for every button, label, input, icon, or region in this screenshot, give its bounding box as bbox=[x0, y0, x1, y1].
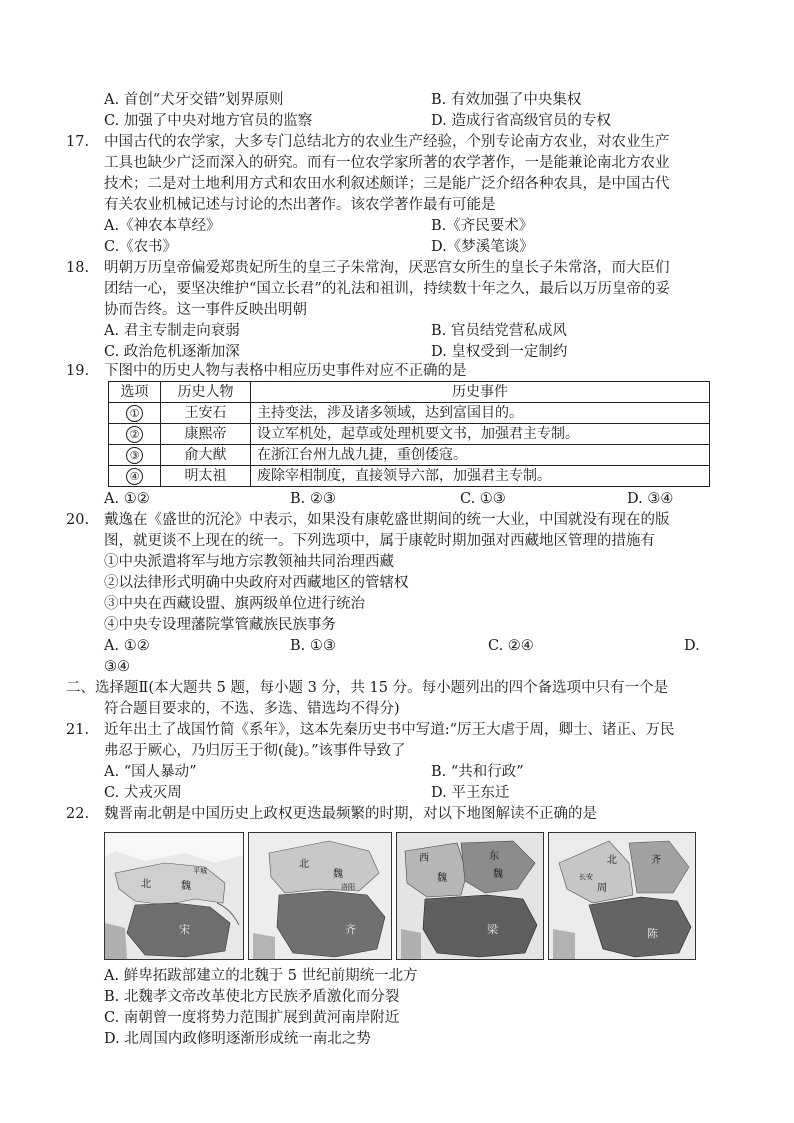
event-cell: 主持变法，涉及诸多领域，达到富国目的。 bbox=[251, 403, 710, 424]
q17-stem-line: 有关农业机械记述与讨论的杰出著作。该农学著作最有可能是 bbox=[104, 197, 496, 213]
table-header-row bbox=[109, 382, 710, 403]
map-label: 北 bbox=[299, 859, 309, 870]
q19-number: 19. bbox=[66, 363, 90, 379]
option-mark: ③ bbox=[126, 447, 143, 464]
map-label: 周 bbox=[597, 883, 607, 894]
table-row bbox=[109, 445, 710, 466]
q20-stem-line: 图，就更谈不上现在的统一。下列选项中，属于康乾时期加强对西藏地区管理的措施有 bbox=[104, 533, 655, 549]
q20-option-d-value: ③④ bbox=[104, 659, 130, 675]
q18-stem-line: 协而告终。这一事件反映出明朝 bbox=[104, 302, 307, 318]
q17-number: 17. bbox=[66, 134, 90, 150]
q20-item: ③中央在西藏设盟、旗两级单位进行统治 bbox=[104, 596, 365, 612]
q18-option-b: B. 官员结党营私成风 bbox=[431, 323, 567, 339]
q20-item: ①中央派遣将军与地方宗教领袖共同治理西藏 bbox=[104, 554, 394, 570]
q20-option-c: C. ②④ bbox=[488, 638, 534, 654]
q18-option-d: D. 皇权受到一定制约 bbox=[431, 344, 568, 360]
person-cell: 王安石 bbox=[161, 403, 251, 424]
q16-option-d: D. 造成行省高级官员的专权 bbox=[431, 113, 611, 129]
q17-stem-line: 工具也缺少广泛而深入的研究。而有一位农学家所著的农学著作，一是能兼论南北方农业 bbox=[104, 155, 670, 171]
q19-option-c: C. ①③ bbox=[460, 491, 506, 507]
q21-option-b: B. “共和行政” bbox=[431, 764, 524, 780]
map-label: 平城 bbox=[193, 867, 207, 875]
q18-option-a: A. 君主专制走向衰弱 bbox=[104, 323, 240, 339]
q22-option-d: D. 北周国内政修明逐渐形成统一南北之势 bbox=[104, 1031, 371, 1047]
event-cell: 废除宰相制度，直接领导六部，加强君主专制。 bbox=[251, 466, 710, 487]
map-label: 梁 bbox=[487, 923, 498, 936]
person-cell: 康熙帝 bbox=[161, 424, 251, 445]
map-northern-wei-qi bbox=[248, 832, 392, 960]
q17-option-d: D.《梦溪笔谈》 bbox=[431, 239, 534, 255]
person-cell: 明太祖 bbox=[161, 466, 251, 487]
event-cell: 设立军机处，起草或处理机要文书，加强君主专制。 bbox=[251, 424, 710, 445]
map-northern-zhou-qi-chen bbox=[548, 832, 696, 960]
q19-option-d: D. ③④ bbox=[627, 491, 674, 507]
q22-option-a: A. 鲜卑拓跋部建立的北魏于 5 世纪前期统一北方 bbox=[104, 968, 418, 984]
section-heading: 二、选择题Ⅱ(本大题共 5 题，每小题 3 分，共 15 分。每小题列出的四个备选项中只有一个是 bbox=[66, 680, 669, 696]
map-label: 魏 bbox=[493, 869, 503, 880]
option-mark: ① bbox=[126, 405, 143, 422]
map-western-eastern-wei-liang bbox=[396, 832, 544, 960]
q22-stem: 魏晋南北朝是中国历史上政权更迭最频繁的时期，对以下地图解读不正确的是 bbox=[104, 806, 597, 822]
q17-stem-line: 技术；二是对土地利用方式和农田水利叙述颇详；三是能广泛介绍各种农具，是中国古代 bbox=[104, 176, 670, 192]
map-label: 长安 bbox=[579, 873, 593, 881]
q19-stem: 下图中的历史人物与表格中相应历史事件对应不正确的是 bbox=[104, 363, 467, 379]
q21-option-c: C. 犬戎灭周 bbox=[104, 785, 182, 801]
table-row bbox=[109, 403, 710, 424]
q20-number: 20. bbox=[66, 512, 90, 528]
q17-option-a: A.《神农本草经》 bbox=[104, 218, 221, 234]
q20-option-a: A. ①② bbox=[104, 638, 150, 654]
q21-stem-line: 弗忍于厥心，乃归厉王于彻(彘)。”该事件导致了 bbox=[104, 743, 406, 759]
q20-item: ④中央专设理藩院掌管藏族民族事务 bbox=[104, 617, 336, 633]
map-label: 宋 bbox=[179, 923, 190, 936]
q22-number: 22. bbox=[66, 806, 90, 822]
q16-option-b: B. 有效加强了中央集权 bbox=[431, 92, 582, 108]
map-label: 北 bbox=[607, 855, 617, 866]
map-label: 东 bbox=[489, 851, 499, 862]
q18-option-c: C. 政治危机逐渐加深 bbox=[104, 344, 240, 360]
map-label: 齐 bbox=[345, 923, 356, 936]
q18-stem-line: 团结一心，要坚决维护“国立长君”的礼法和祖训，持续数十年之久，最后以万历皇帝的妥 bbox=[104, 281, 670, 297]
event-cell: 在浙江台州九战九捷，重创倭寇。 bbox=[251, 445, 710, 466]
q19-option-b: B. ②③ bbox=[290, 491, 336, 507]
q20-option-b: B. ①③ bbox=[290, 638, 336, 654]
map-label: 北 bbox=[141, 879, 151, 890]
q16-option-a: A. 首创“犬牙交错”划界原则 bbox=[104, 92, 284, 108]
option-mark: ④ bbox=[126, 468, 143, 485]
table-header: 历史事件 bbox=[251, 382, 710, 403]
q20-item: ②以法律形式明确中央政府对西藏地区的管辖权 bbox=[104, 575, 409, 591]
q21-stem-line: 近年出土了战国竹简《系年》，这本先秦历史书中写道:“厉王大虐于周，卿士、诸正、万民 bbox=[104, 722, 675, 738]
q17-option-b: B.《齐民要术》 bbox=[431, 218, 534, 234]
q22-option-c: C. 南朝曾一度将势力范围扩展到黄河南岸附近 bbox=[104, 1010, 400, 1026]
q17-option-c: C.《农书》 bbox=[104, 239, 178, 255]
section-heading-cont: 符合题目要求的，不选、多选、错选均不得分) bbox=[104, 701, 400, 717]
q16-option-c: C. 加强了中央对地方官员的监察 bbox=[104, 113, 313, 129]
q22-option-b: B. 北魏孝文帝改革使北方民族矛盾激化而分裂 bbox=[104, 989, 400, 1005]
history-table bbox=[108, 381, 710, 487]
map-label: 齐 bbox=[651, 855, 661, 866]
q19-option-a: A. ①② bbox=[104, 491, 150, 507]
option-mark: ② bbox=[126, 426, 143, 443]
q18-stem-line: 明朝万历皇帝偏爱郑贵妃所生的皇三子朱常洵，厌恶宫女所生的皇长子朱常洛，而大臣们 bbox=[104, 260, 670, 276]
q18-number: 18. bbox=[66, 260, 90, 276]
q21-number: 21. bbox=[66, 722, 90, 738]
q20-stem-line: 戴逸在《盛世的沉沦》中表示，如果没有康乾盛世期间的统一大业，中国就没有现在的版 bbox=[104, 512, 670, 528]
table-header: 选项 bbox=[109, 382, 161, 403]
table-header: 历史人物 bbox=[161, 382, 251, 403]
map-label: 洛阳 bbox=[341, 883, 355, 891]
map-label: 陈 bbox=[647, 927, 658, 940]
q20-option-d: D. bbox=[684, 638, 700, 654]
table-row bbox=[109, 424, 710, 445]
map-label: 魏 bbox=[181, 881, 191, 892]
historical-maps bbox=[104, 832, 694, 960]
q21-option-a: A. “国人暴动” bbox=[104, 764, 197, 780]
q17-stem-line: 中国古代的农学家，大多专门总结北方的农业生产经验，个别专论南方农业，对农业生产 bbox=[104, 134, 670, 150]
map-label: 魏 bbox=[333, 869, 343, 880]
map-label: 魏 bbox=[437, 873, 447, 884]
map-northern-wei-song bbox=[104, 832, 244, 960]
map-label: 西 bbox=[419, 853, 429, 864]
q21-option-d: D. 平王东迁 bbox=[431, 785, 510, 801]
person-cell: 俞大猷 bbox=[161, 445, 251, 466]
table-row bbox=[109, 466, 710, 487]
